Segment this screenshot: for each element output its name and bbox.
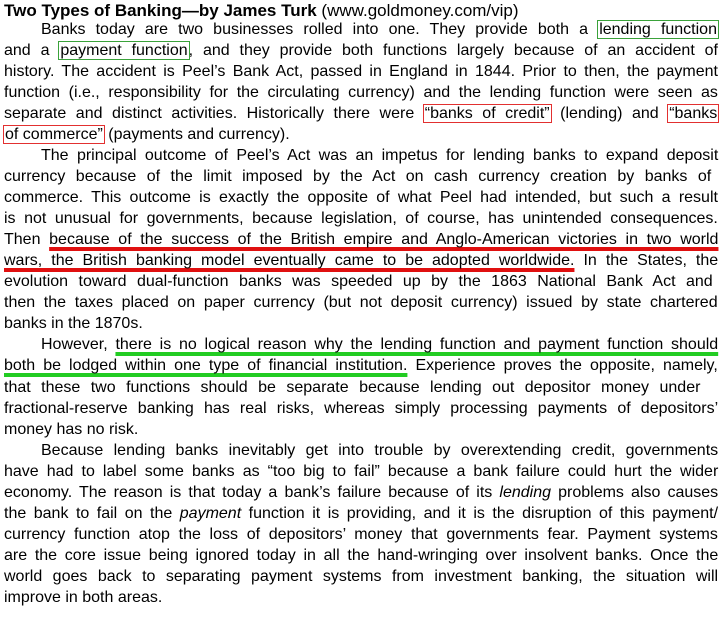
line-text: currency because of the limit imposed by the Act on cash currency creation by banks of <box>4 168 712 185</box>
text-line <box>4 419 138 441</box>
text-line <box>41 334 718 356</box>
text-line <box>4 208 718 230</box>
line-text: currency function atop the loss of depositors’ money that governments fear. Payment systems <box>4 526 718 543</box>
line-text: economy. The reason is that today a bank’s failure because of its <box>4 484 500 501</box>
text-line <box>4 250 718 272</box>
highlight-box-red: “banks <box>669 105 718 122</box>
text-line <box>4 229 718 251</box>
line-text: improve in both areas. <box>4 589 163 606</box>
italic-term: payment <box>179 505 242 522</box>
line-text: then the taxes placed on paper currency (but not deposit currency) issued by state chartered <box>4 294 718 311</box>
title-main: Two Types of Banking—by James Turk <box>4 1 317 20</box>
line-text: world goes back to separating payment systems from investment banking, the situation will <box>4 568 719 585</box>
line-text: The principal outcome of Peel’s Act was an impetus for lending banks to expand deposit <box>41 147 719 164</box>
line-text: banks in the 1870s. <box>4 315 143 332</box>
line-text: , and they provide both functions largely because of an accident of <box>188 42 718 59</box>
line-text: (lending) and <box>550 105 669 122</box>
text-line <box>4 377 700 399</box>
text-line <box>4 461 718 483</box>
title-source: (www.goldmoney.com/vip) <box>316 1 519 20</box>
text-line <box>4 166 711 188</box>
underline-green: both be lodged within one type of financial institution. <box>4 357 408 374</box>
text-line <box>4 524 718 546</box>
text-line <box>4 398 718 420</box>
line-text: money has no risk. <box>4 421 139 438</box>
line-text: that these two functions should be separate because lending out depositor money under <box>4 379 701 396</box>
line-text: evolution toward dual-function banks was speeded up by the 1863 National Bank Act and <box>4 273 713 290</box>
line-text: Experience proves the opposite, namely, <box>407 357 718 374</box>
text-line <box>4 187 718 209</box>
line-text: However, <box>41 336 116 353</box>
line-text: Because lending banks inevitably get into trouble by overextending credit, governments <box>41 442 719 459</box>
text-line <box>41 145 718 167</box>
line-text: function it is providing, and it is the disruption of this payment/ <box>241 505 719 522</box>
text-line <box>4 82 718 104</box>
line-text: commerce. This outcome is exactly the opposite of what Peel had intended, but such a result <box>4 189 718 206</box>
text-line <box>4 40 718 62</box>
text-line <box>4 271 713 293</box>
line-text: history. The accident is Peel’s Bank Act, passed in England in 1844. Prior to then, the payment <box>4 63 718 80</box>
line-text: fractional-reserve banking has real risks, whereas simply processing payments of depositors’ <box>4 400 719 417</box>
underline-red: wars, the British banking model eventually came to be adopted worldwide. <box>4 252 575 269</box>
text-line <box>4 545 718 567</box>
line-text: the bank to fail on the <box>4 505 180 522</box>
document-title <box>4 1 519 21</box>
line-text: Then <box>4 231 50 248</box>
text-line <box>4 292 718 314</box>
highlight-box-green: lending function <box>599 21 717 38</box>
line-text: separate and distinct activities. Historically there were <box>4 105 424 122</box>
text-line <box>41 19 718 41</box>
line-text: (payments and currency). <box>103 126 290 143</box>
underline-red: because of the success of the British empire and Anglo-American victories in two world <box>49 231 719 248</box>
text-line <box>4 355 718 377</box>
text-line <box>41 440 718 462</box>
line-text: problems also causes <box>551 484 719 501</box>
text-line <box>4 503 718 525</box>
text-line <box>4 103 718 125</box>
underline-green: there is no logical reason why the lending function and payment function should <box>115 336 719 353</box>
line-text: function (i.e., responsibility for the circulating currency) and the lending function were seen as <box>4 84 718 101</box>
line-text: In the States, the <box>574 252 719 269</box>
highlight-box-green: payment function <box>60 42 188 59</box>
text-line <box>4 124 290 146</box>
line-text: and a <box>4 42 60 59</box>
text-line <box>4 566 718 588</box>
text-line <box>4 313 143 335</box>
highlight-box-red: of commerce” <box>5 126 103 143</box>
line-text: Banks today are two businesses rolled into one. They provide both a <box>41 21 599 38</box>
text-line <box>4 61 718 83</box>
line-text: are the core issue being ignored today in all the hand-wringing over insolvent banks. Once the <box>4 547 719 564</box>
italic-term: lending <box>499 484 551 501</box>
text-line <box>4 587 162 609</box>
line-text: is not unusual for governments, because legislation, of course, has unintended consequences. <box>4 210 718 227</box>
text-line <box>4 482 718 504</box>
highlight-box-red: “banks of credit” <box>424 105 550 122</box>
line-text: have had to label some banks as “too big to fail” because a bank failure could hurt the wider <box>4 463 719 480</box>
